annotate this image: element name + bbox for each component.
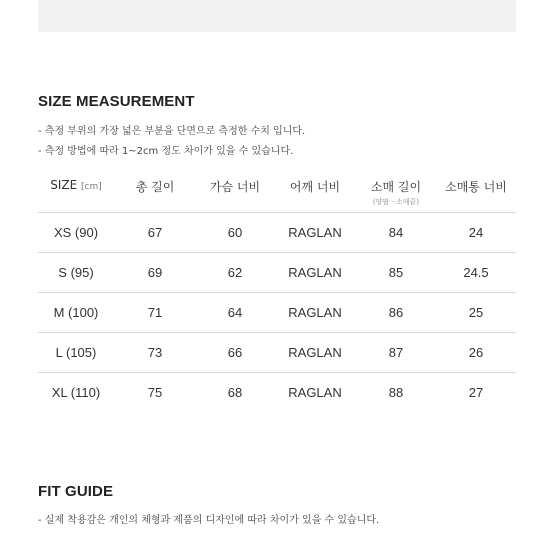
cell-shoulder-width: RAGLAN (288, 264, 342, 280)
cell-total-length: 75 (147, 384, 163, 400)
table-row (38, 252, 516, 292)
cell-size: M (100) (53, 304, 99, 320)
cell-chest-width: 66 (227, 344, 243, 360)
cell-sleeve-width: 27 (468, 384, 484, 400)
cell-total-length: 69 (147, 264, 163, 280)
table-row (38, 292, 516, 332)
table-row (38, 372, 516, 412)
fit-note-1: - 실제 착용감은 개인의 체형과 제품의 디자인에 따라 차이가 있을 수 있습니다. (38, 515, 380, 526)
cell-sleeve-width: 24 (468, 224, 484, 240)
table-row (38, 212, 516, 252)
header-sleeve-length (356, 172, 436, 212)
cell-sleeve-length: 86 (388, 304, 404, 320)
header-sleeve-length-note: (양팔 - 소매끝) (372, 198, 420, 206)
cell-size: XS (90) (53, 224, 99, 240)
header-chest-width: 가슴 너비 (209, 180, 261, 194)
cell-chest-width: 60 (227, 224, 243, 240)
size-note-2: - 측정 방법에 따라 1~2cm 정도 차이가 있을 수 있습니다. (38, 146, 294, 157)
cell-size: XL (110) (51, 384, 101, 400)
cell-sleeve-length: 87 (388, 344, 404, 360)
cell-total-length: 67 (147, 224, 163, 240)
cell-size: L (105) (55, 344, 97, 360)
cell-chest-width: 62 (227, 264, 243, 280)
fit-guide-title: FIT GUIDE (38, 483, 114, 500)
cell-size: S (95) (58, 264, 94, 280)
header-total-length: 총 길이 (135, 180, 175, 194)
size-measurement-title: SIZE MEASUREMENT (38, 93, 195, 110)
cell-sleeve-width: 26 (468, 344, 484, 360)
cell-shoulder-width: RAGLAN (288, 224, 342, 240)
cell-total-length: 71 (147, 304, 163, 320)
cell-sleeve-width: 24.5 (463, 264, 489, 280)
cell-chest-width: 68 (227, 384, 243, 400)
size-table (38, 172, 516, 412)
cell-sleeve-length: 84 (388, 224, 404, 240)
cell-sleeve-length: 88 (388, 384, 404, 400)
cell-shoulder-width: RAGLAN (288, 384, 342, 400)
header-sleeve-length-label: 소매 길이 (370, 180, 422, 194)
header-sleeve-width: 소매통 너비 (445, 180, 507, 194)
table-row (38, 332, 516, 372)
size-table-header-row (38, 172, 516, 212)
cell-shoulder-width: RAGLAN (288, 344, 342, 360)
cell-total-length: 73 (147, 344, 163, 360)
header-shoulder-width: 어깨 너비 (289, 180, 341, 194)
header-size-label: SIZE (50, 178, 78, 192)
header-size (38, 172, 114, 212)
cell-sleeve-width: 25 (468, 304, 484, 320)
header-size-unit: [cm] (81, 182, 102, 192)
top-image-band (38, 0, 516, 32)
cell-sleeve-length: 85 (388, 264, 404, 280)
cell-shoulder-width: RAGLAN (288, 304, 342, 320)
size-note-1: - 측정 부위의 가장 넓은 부분을 단면으로 측정한 수치 입니다. (38, 126, 306, 137)
cell-chest-width: 64 (227, 304, 243, 320)
